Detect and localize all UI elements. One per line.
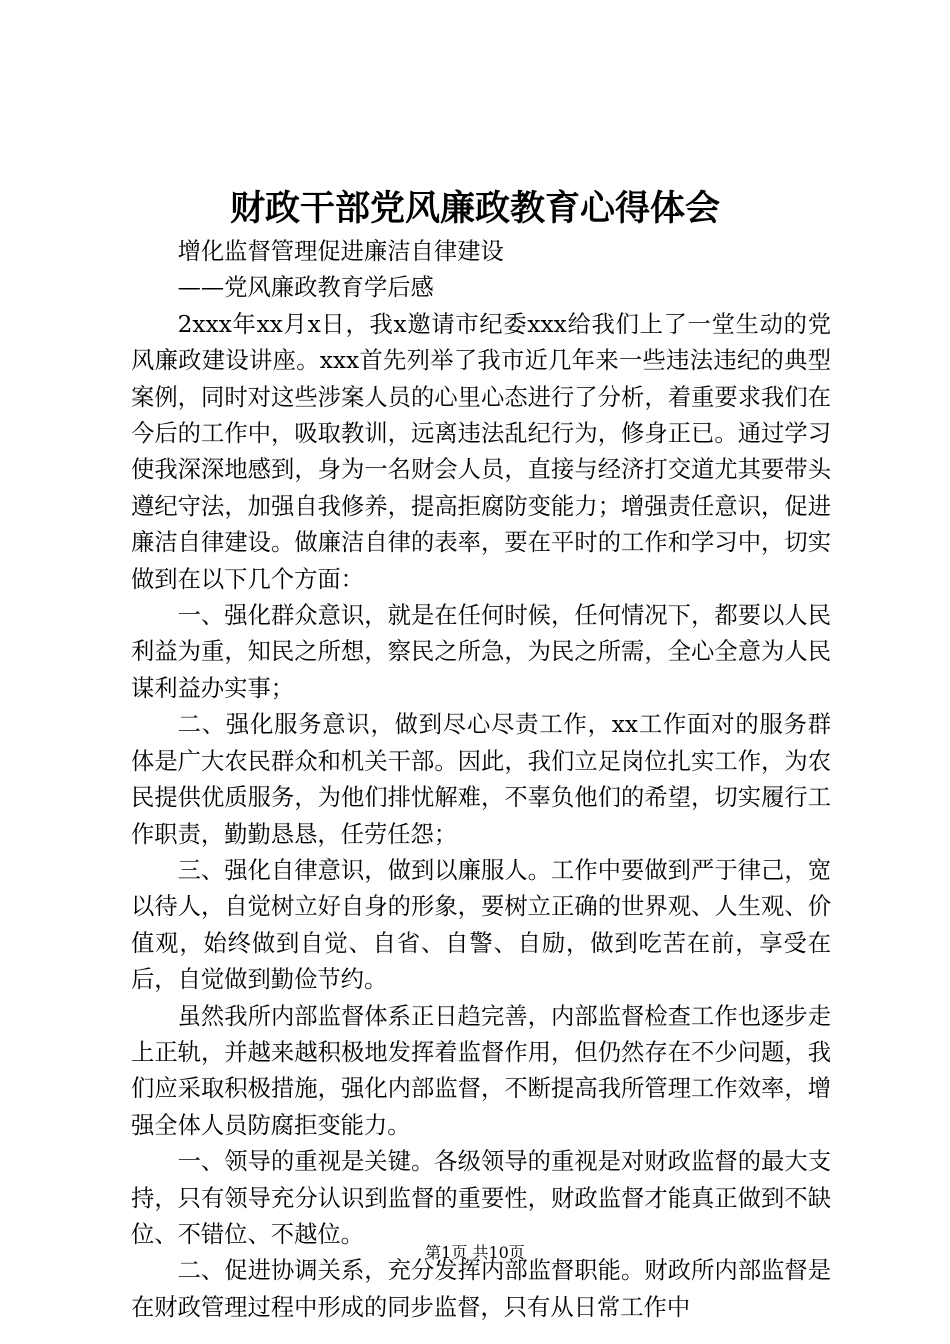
document-title: 财政干部党风廉政教育心得体会 [229,188,720,229]
subtitle-line: ——党风廉政教育学后感 [177,274,434,302]
document-body [131,234,831,1326]
body-paragraph: 虽然我所内部监督体系正日趋完善，内部监督检查工作也逐步走上正轨，并越来越积极地发挥着监督作用，但仍然存在不少问题，我们应采取积极措施，强化内部监督，不断提高我所管理工作效率，增强全体人员防腐拒变能力。 [131,1002,831,1139]
subtitle-line: 增化监督管理促进廉洁自律建设 [177,238,504,265]
body-paragraph: 一、领导的重视是关键。各级领导的重视是对财政监督的最大支持，只有领导充分认识到监督的重要性，财政监督才能真正做到不缺位、不错位、不越位。 [131,1148,831,1248]
page-number-footer: 第1页 共10页 [425,1243,525,1262]
body-paragraph: 三、强化自律意识，做到以廉服人。工作中要做到严于律己，宽以待人，自觉树立好自身的形象，要树立正确的世界观、人生观、价值观，始终做到自觉、自省、自警、自励，做到吃苦在前，享受在后，自觉做到勤俭节约。 [131,856,831,994]
body-paragraph: 一、强化群众意识，就是在任何时候，任何情况下，都要以人民利益为重，知民之所想，察民之所急，为民之所需，全心全意为人民谋利益办实事； [131,602,831,702]
body-paragraph: 二、强化服务意识，做到尽心尽责工作，xx工作面对的服务群体是广大农民群众和机关干部。因此，我们立足岗位扎实工作，为农民提供优质服务，为他们排忧解难，不辜负他们的希望，切实履行工作职责，勤勤恳恳，任劳任怨； [131,711,831,848]
body-paragraph: 2xxx年xx月x日，我x邀请市纪委xxx给我们上了一堂生动的党风廉政建设讲座。xxx首先列举了我市近几年来一些违法违纪的典型案例，同时对这些涉案人员的心里心态进行了分析，着重要求我们在今后的工作中，吸取教训，远离违法乱纪行为，修身正已。通过学习使我深深地感到，身为一名财会人员，直接与经济打交道尤其要带头遵纪守法，加强自我修养，提高拒腐防变能力；增强责任意识，促进廉洁自律建设。做廉洁自律的表率，要在平时的工作和学习中，切实做到在以下几个方面： [131,310,831,593]
body-paragraph: 二、促进协调关系，充分发挥内部监督职能。财政所内部监督是在财政管理过程中形成的同步监督，只有从日常工作中 [131,1257,831,1321]
